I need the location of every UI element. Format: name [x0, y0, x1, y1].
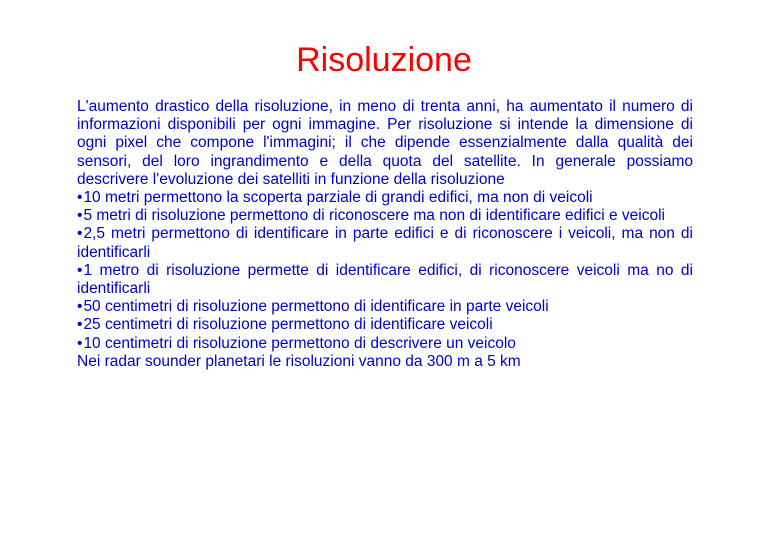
bullet-symbol: •: [77, 225, 83, 243]
bullet-text: 50 centimetri di risoluzione permettono di identificare in parte veicoli: [83, 298, 549, 316]
bullet-symbol: •: [77, 316, 83, 334]
bullet-item: [77, 189, 693, 207]
bullet-text: 2,5 metri permettono di identificare in parte edifici e di riconoscere i veicoli, ma non di identificarli: [77, 225, 693, 261]
bullet-symbol: •: [77, 189, 83, 207]
bullet-text: 5 metri di risoluzione permettono di riconoscere ma non di identificare edifici e veicoli: [83, 207, 665, 225]
bullet-item: [77, 335, 693, 353]
bullet-item: [77, 298, 693, 316]
slide-title: Risoluzione: [296, 41, 472, 79]
bullet-item: [77, 207, 693, 225]
bullet-text: 1 metro di risoluzione permette di identificare edifici, di riconoscere veicoli ma no di identificarli: [77, 261, 693, 298]
intro-paragraph: L'aumento drastico della risoluzione, in meno di trenta anni, ha aumentato il numero di informazioni disponibili per ogni immagine. Per risoluzione si intende la dimensione di ogni pixel che compone l'immagini; il che dipende essenzialmente dalla qualità dei sensori, del loro ingrandimento e della quota del satellite. In generale possiamo descrivere l'evoluzione dei satelliti in funzione della risoluzione: [77, 98, 693, 188]
bullet-symbol: •: [77, 207, 83, 225]
slide-body: [77, 98, 693, 371]
bullet-item: [77, 262, 693, 298]
bullet-text: 25 centimetri di risoluzione permettono di identificare veicoli: [83, 316, 493, 334]
closing-paragraph: Nei radar sounder planetari le risoluzioni vanno da 300 m a 5 km: [77, 352, 521, 370]
bullet-text: 10 metri permettono la scoperta parziale di grandi edifici, ma non di veicoli: [83, 189, 593, 207]
bullet-symbol: •: [77, 334, 83, 352]
bullet-text: 10 centimetri di risoluzione permettono di descrivere un veicolo: [83, 334, 516, 352]
bullet-symbol: •: [77, 298, 83, 316]
bullet-item: [77, 316, 693, 334]
bullet-symbol: •: [77, 261, 83, 279]
bullet-item: [77, 225, 693, 261]
